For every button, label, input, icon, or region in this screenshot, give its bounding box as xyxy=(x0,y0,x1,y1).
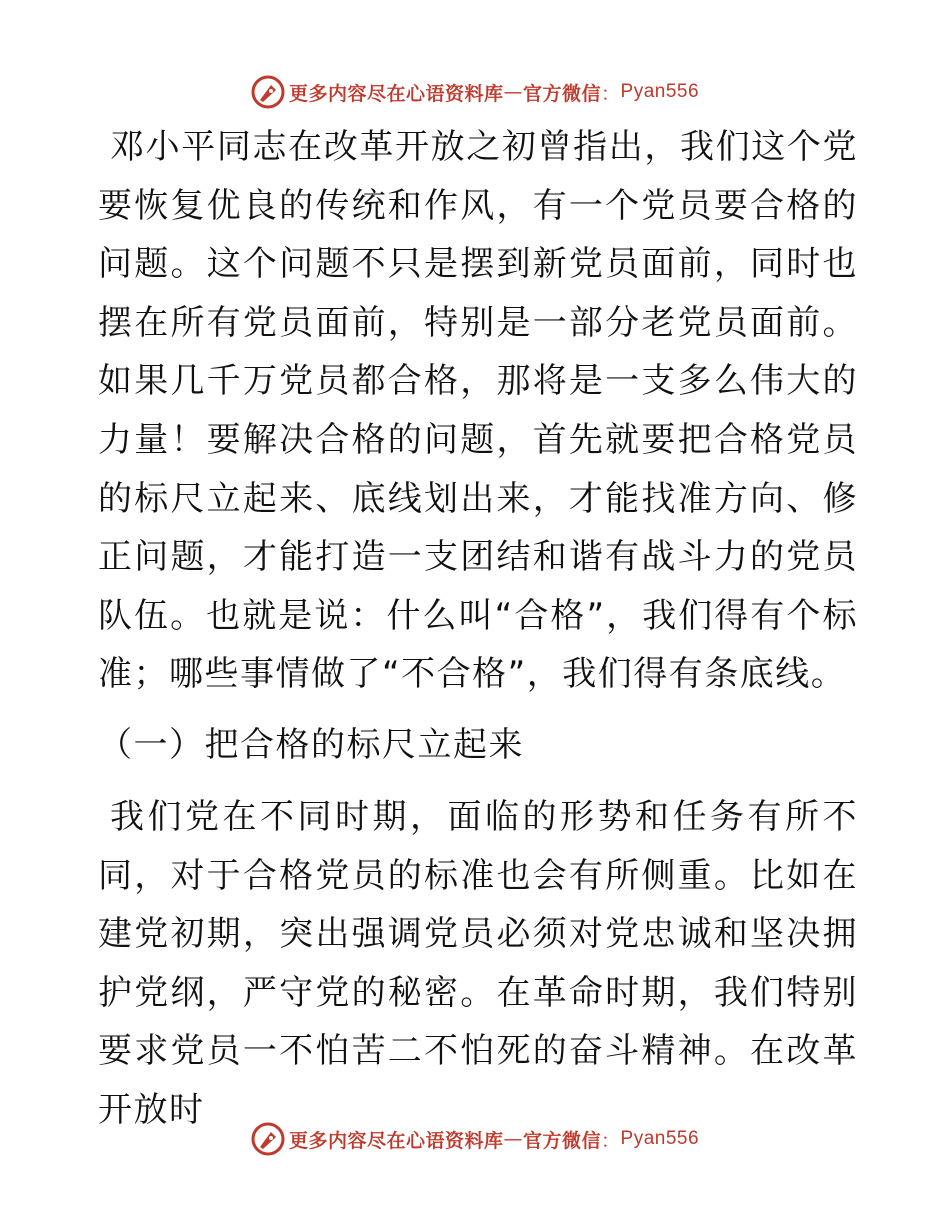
header-banner xyxy=(0,70,950,114)
banner-wechat-id: Pyan556 xyxy=(620,81,700,102)
section-heading: （一）把合格的标尺立起来 xyxy=(98,724,524,765)
banner-separator: ： xyxy=(601,82,621,105)
banner-official-label: 官方微信 xyxy=(522,82,601,105)
pen-nib-logo-icon xyxy=(251,75,285,109)
document-body xyxy=(98,118,858,1140)
banner-official-label: 官方微信 xyxy=(522,1129,601,1152)
footer-banner xyxy=(0,1117,950,1161)
body-paragraph-1: 邓小平同志在改革开放之初曾指出，我们这个党要恢复优良的传统和作风，有一个党员要合格的问题。这个问题不只是摆到新党员面前，同时也摆在所有党员面前，特别是一部分老党员面前。如果几千万党员都合格，那将是一支多么伟大的力量！要解决合格的问题，首先就要把合格党员的标尺立起来、底线划出来，才能找准方向、修正问题，才能打造一支团结和谐有战斗力的党员队伍。也就是说：什么叫“合格”，我们得有个标准；哪些事情做了“不合格”，我们得有条底线。 xyxy=(98,127,858,695)
banner-dash: — xyxy=(503,1128,523,1150)
banner-dash: — xyxy=(503,81,523,103)
pen-nib-logo-icon xyxy=(251,1122,285,1156)
body-paragraph-2: 我们党在不同时期，面临的形势和任务有所不同，对于合格党员的标准也会有所侧重。比如在建党初期，突出强调党员必须对党忠诚和坚决拥护党纲，严守党的秘密。在革命时期，我们特别要求党员一不怕苦二不怕死的奋斗精神。在改革开放时 xyxy=(98,796,858,1130)
banner-lead-text: 更多内容尽在心语资料库 xyxy=(288,1129,504,1152)
banner-separator: ： xyxy=(601,1129,621,1152)
banner-wechat-id: Pyan556 xyxy=(620,1128,700,1149)
banner-lead-text: 更多内容尽在心语资料库 xyxy=(288,82,504,105)
